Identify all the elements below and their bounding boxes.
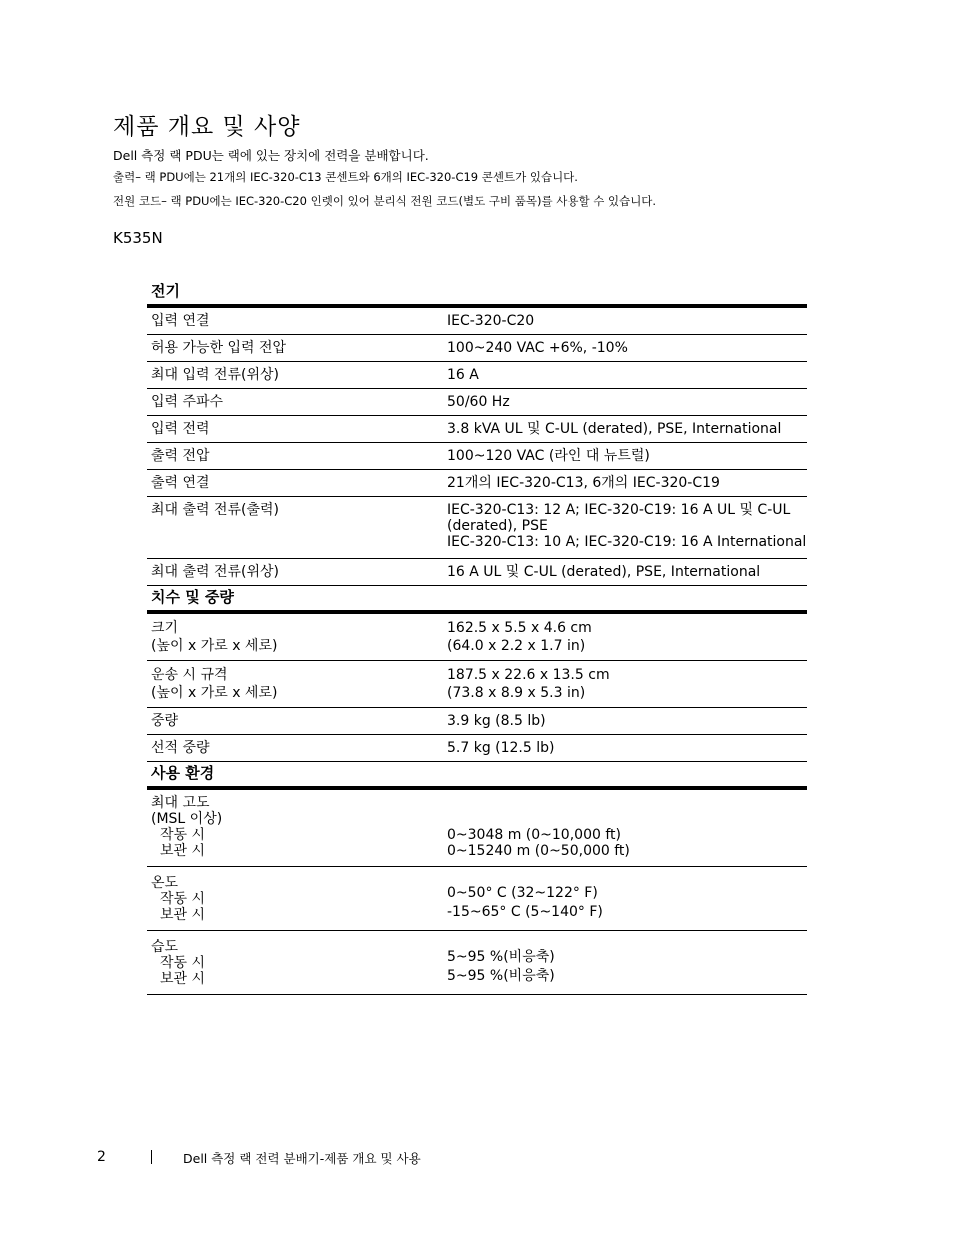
intro-text: Dell 측정 랙 PDU는 랙에 있는 장치에 전력을 분배합니다. xyxy=(113,148,429,163)
table-row xyxy=(147,308,807,335)
spec-label: 최대 출력 전류(위상) xyxy=(151,564,280,580)
page-title: 제품 개요 및 사양 xyxy=(113,114,301,140)
spec-value xyxy=(447,661,807,707)
spec-value: 100~240 VAC +6%, -10% xyxy=(447,340,628,356)
footer-divider xyxy=(151,1150,152,1164)
spec-label-line: (MSL 이상) xyxy=(151,811,223,827)
spec-value xyxy=(447,497,807,555)
table-row xyxy=(147,790,807,867)
table-row xyxy=(147,389,807,416)
table-row xyxy=(147,470,807,497)
intro-power-cord: 전원 코드– 랙 PDU에는 IEC-320-C20 인렛이 있어 분리식 전원 코드(별도 구비 품목)를 사용할 수 있습니다. xyxy=(113,194,657,208)
table-row xyxy=(147,559,807,586)
spec-value-line: 0~15240 m (0~50,000 ft) xyxy=(447,843,630,859)
spec-label xyxy=(147,614,447,660)
spec-value xyxy=(447,790,807,864)
spec-value-line: 162.5 x 5.5 x 4.6 cm xyxy=(447,620,592,636)
spec-label-line: 온도 xyxy=(151,875,179,891)
table-row xyxy=(147,735,807,762)
footer-title: Dell 측정 랙 전력 분배기-제품 개요 및 사용 xyxy=(183,1151,421,1166)
spec-label-line: 크기 xyxy=(151,620,179,636)
spec-label: 중량 xyxy=(151,713,179,729)
table-row xyxy=(147,362,807,389)
spec-label xyxy=(147,790,447,864)
spec-label xyxy=(147,934,447,992)
spec-value xyxy=(447,934,807,992)
spec-value: 5.7 kg (12.5 lb) xyxy=(447,740,555,756)
spec-value-line: IEC-320-C13: 12 A; IEC-320-C19: 16 A UL 및 C-UL (derated), PSE xyxy=(447,502,791,534)
spec-label: 출력 연결 xyxy=(151,475,210,491)
spec-label: 입력 연결 xyxy=(151,313,210,329)
spec-label-line: 최대 고도 xyxy=(151,795,210,811)
spec-value xyxy=(447,614,807,660)
table-row xyxy=(147,708,807,735)
spec-table xyxy=(147,280,807,995)
table-row xyxy=(147,416,807,443)
table-row xyxy=(147,335,807,362)
spec-value: 50/60 Hz xyxy=(447,394,510,410)
spec-label xyxy=(147,870,447,928)
spec-label-line: (높이 x 가로 x 세로) xyxy=(151,638,278,654)
spec-value-line: IEC-320-C13: 10 A; IEC-320-C19: 16 A International xyxy=(447,534,807,550)
spec-value: 3.8 kVA UL 및 C-UL (derated), PSE, International xyxy=(447,421,782,437)
spec-value-line: (73.8 x 8.9 x 5.3 in) xyxy=(447,685,586,701)
spec-label-line: 운송 시 규격 xyxy=(151,667,228,683)
spec-label-line: 작동 시 xyxy=(160,891,206,907)
page-number: 2 xyxy=(97,1149,106,1165)
spec-label: 출력 전압 xyxy=(151,448,210,464)
spec-value: 16 A UL 및 C-UL (derated), PSE, International xyxy=(447,564,761,580)
spec-value-line: 0~50° C (32~122° F) xyxy=(447,885,598,901)
table-row xyxy=(147,931,807,995)
section-heading-dimensions: 치수 및 중량 xyxy=(147,586,807,614)
spec-label: 선적 중량 xyxy=(151,740,210,756)
spec-value: 21개의 IEC-320-C13, 6개의 IEC-320-C19 xyxy=(447,475,720,491)
section-heading-environment: 사용 환경 xyxy=(147,762,807,790)
spec-value-line: 5~95 %(비응축) xyxy=(447,949,555,965)
spec-value-line: 187.5 x 22.6 x 13.5 cm xyxy=(447,667,610,683)
table-row xyxy=(147,867,807,931)
spec-label: 입력 전력 xyxy=(151,421,210,437)
table-row xyxy=(147,497,807,559)
spec-label-line: (높이 x 가로 x 세로) xyxy=(151,685,278,701)
table-row xyxy=(147,661,807,708)
model-number: K535N xyxy=(113,229,163,247)
spec-label-line: 보관 시 xyxy=(160,843,206,859)
table-row xyxy=(147,614,807,661)
spec-value-line: 0~3048 m (0~10,000 ft) xyxy=(447,827,621,843)
spec-label-line: 습도 xyxy=(151,939,179,955)
spec-label xyxy=(147,661,447,707)
spec-value: IEC-320-C20 xyxy=(447,313,535,329)
spec-value: 100~120 VAC (라인 대 뉴트럴) xyxy=(447,448,650,464)
spec-label-line: 작동 시 xyxy=(160,955,206,971)
intro-outputs: 출력– 랙 PDU에는 21개의 IEC-320-C13 콘센트와 6개의 IEC-320-C19 콘센트가 있습니다. xyxy=(113,170,578,184)
spec-value-line: -15~65° C (5~140° F) xyxy=(447,904,603,920)
spec-label: 최대 출력 전류(출력) xyxy=(151,502,280,518)
spec-label-line: 보관 시 xyxy=(160,971,206,987)
section-heading-electrical: 전기 xyxy=(147,280,807,308)
spec-value xyxy=(447,870,807,928)
spec-label: 최대 입력 전류(위상) xyxy=(151,367,280,383)
spec-label-line: 보관 시 xyxy=(160,907,206,923)
spec-value: 3.9 kg (8.5 lb) xyxy=(447,713,546,729)
spec-value-line: 5~95 %(비응축) xyxy=(447,968,555,984)
spec-label: 입력 주파수 xyxy=(151,394,224,410)
spec-value: 16 A xyxy=(447,367,479,383)
spec-label: 허용 가능한 입력 전압 xyxy=(151,340,287,356)
spec-label-line: 작동 시 xyxy=(160,827,206,843)
table-row xyxy=(147,443,807,470)
spec-value-line: (64.0 x 2.2 x 1.7 in) xyxy=(447,638,586,654)
